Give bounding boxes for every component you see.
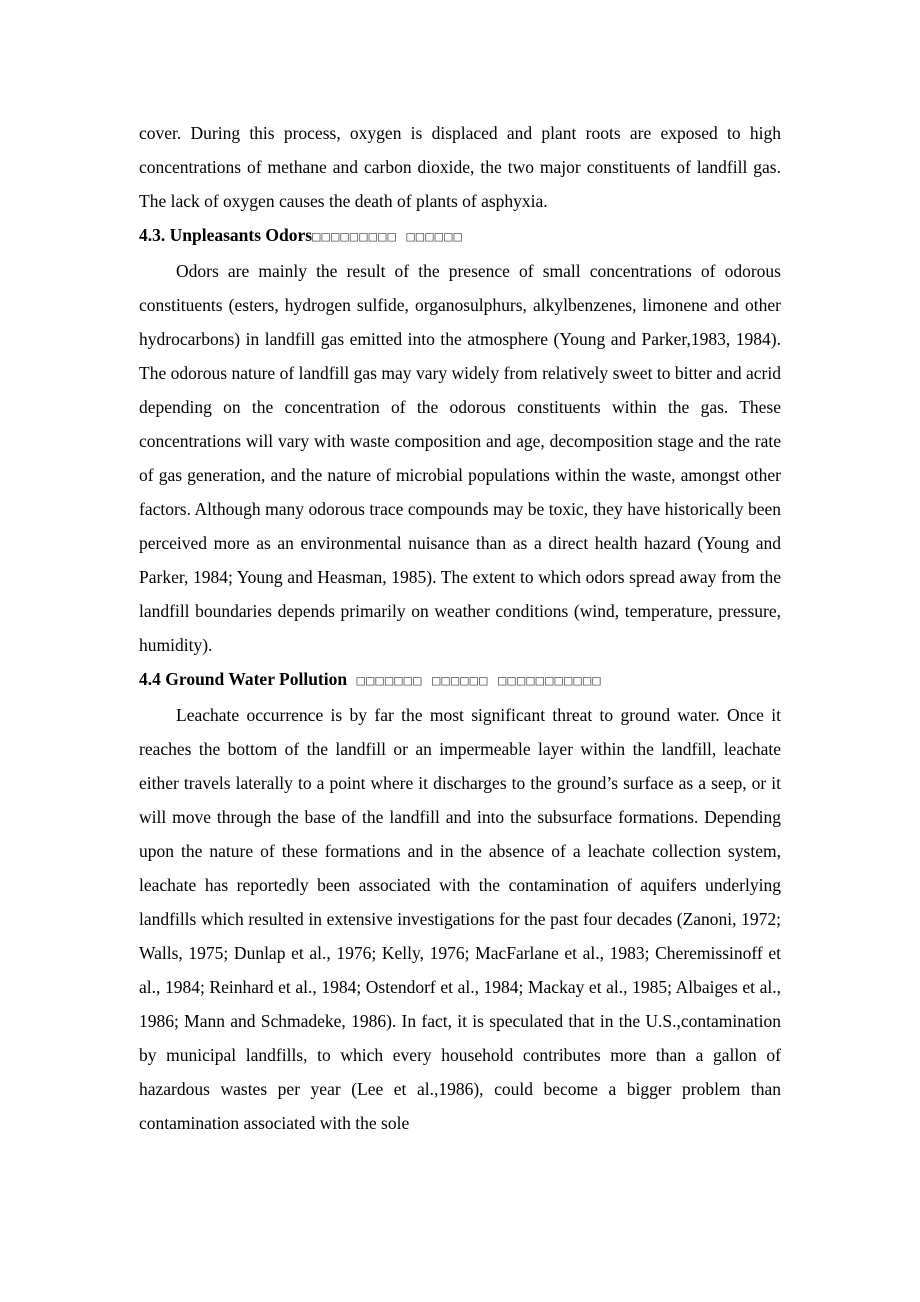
section-heading-4-3: [139, 218, 781, 254]
section-heading-4-4-title: 4.4 Ground Water Pollution: [139, 669, 348, 689]
section-heading-4-4: [139, 662, 781, 698]
section-heading-4-3-title: 4.3. Unpleasants Odors: [139, 225, 313, 245]
document-page: [139, 116, 781, 1140]
section-heading-4-4-glyphs: □□□□□□□ □□□□□□ □□□□□□□□□□□: [347, 673, 602, 689]
paragraph-odors: Odors are mainly the result of the presence of small concentrations of odorous constituents (esters, hydrogen sulfide, organosulphurs, alkylbenzenes, limonene and other hydrocarbons) in landfill gas emitted into the atmosphere (Young and Parker,1983, 1984). The odorous nature of landfill gas may vary widely from relatively sweet to bitter and acrid depending on the concentration of the odorous constituents within the gas. These concentrations will vary with waste composition and age, decomposition stage and the rate of gas generation, and the nature of microbial populations within the waste, amongst other factors. Although many odorous trace compounds may be toxic, they have historically been perceived more as an environmental nuisance than as a direct health hazard (Young and Parker, 1984; Young and Heasman, 1985). The extent to which odors spread away from the landfill boundaries depends primarily on weather conditions (wind, temperature, pressure, humidity).: [139, 261, 781, 655]
section-heading-4-3-glyphs: □□□□□□□□□ □□□□□□: [312, 229, 463, 245]
paragraph-continuation: cover. During this process, oxygen is displaced and plant roots are exposed to high concentrations of methane and carbon dioxide, the two major constituents of landfill gas. The lack of oxygen causes the death of plants of asphyxia.: [139, 123, 781, 211]
paragraph-groundwater: Leachate occurrence is by far the most significant threat to ground water. Once it reaches the bottom of the landfill or an impermeable layer within the landfill, leachate either travels laterally to a point where it discharges to the ground’s surface as a seep, or it will move through the base of the landfill and into the subsurface formations. Depending upon the nature of these formations and in the absence of a leachate collection system, leachate has reportedly been associated with the contamination of aquifers underlying landfills which resulted in extensive investigations for the past four decades (Zanoni, 1972; Walls, 1975; Dunlap et al., 1976; Kelly, 1976; MacFarlane et al., 1983; Cheremissinoff et al., 1984; Reinhard et al., 1984; Ostendorf et al., 1984; Mackay et al., 1985; Albaiges et al., 1986; Mann and Schmadeke, 1986). In fact, it is speculated that in the U.S.,contamination by municipal landfills, to which every household contributes more than a gallon of hazardous wastes per year (Lee et al.,1986), could become a bigger problem than contamination associated with the sole: [139, 705, 781, 1133]
